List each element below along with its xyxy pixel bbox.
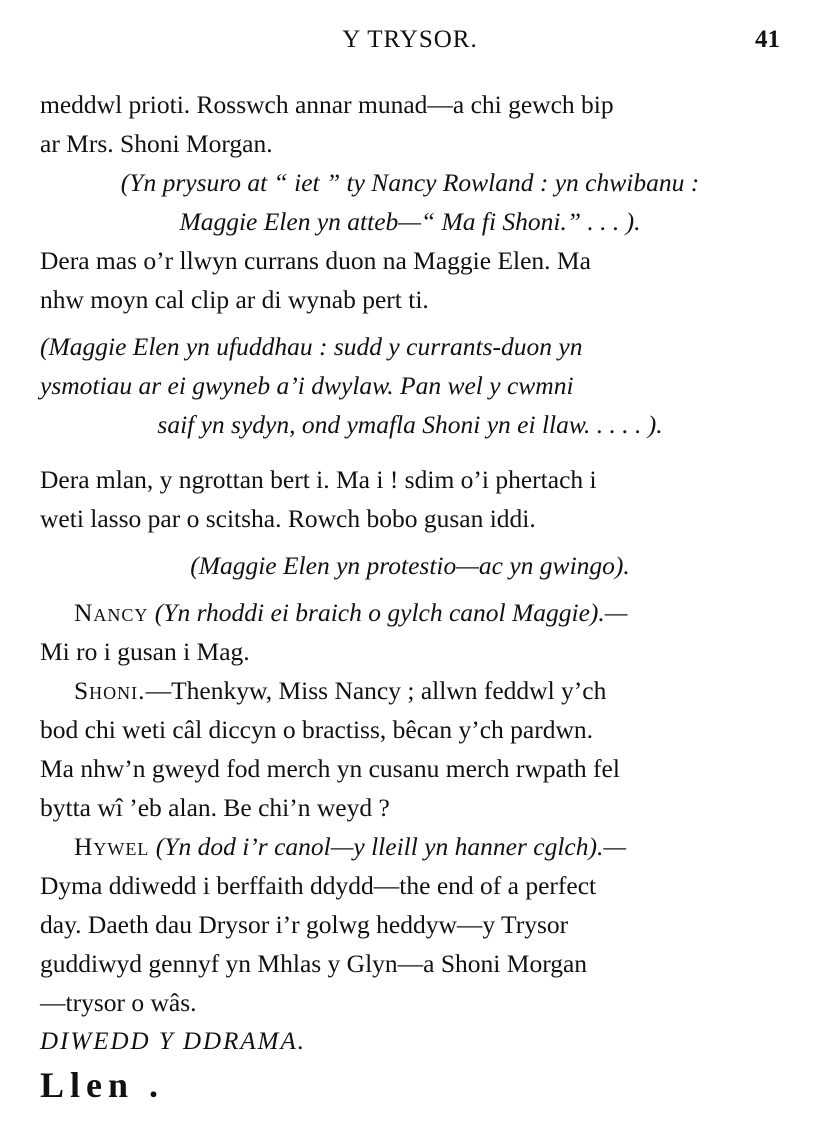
speaker-name: Hywel (74, 832, 150, 861)
text-line: Mi ro i gusan i Mag. (40, 637, 250, 666)
text-line: ar Mrs. Shoni Morgan. (40, 129, 273, 158)
stage-direction-line: (Yn prysuro at “ iet ” ty Nancy Rowland : yn chwibanu : (120, 168, 700, 197)
text-line: nhw moyn cal clip ar di wynab pert ti. (40, 285, 429, 314)
speech-line: Hywel (Yn dod i’r canol—y lleill yn hanner cglch).— (74, 832, 627, 861)
speaker-name: Nancy (74, 598, 149, 627)
page-number: 41 (755, 26, 780, 53)
speaker-name: Shoni. (74, 676, 146, 705)
text-line: Dera mlan, y ngrottan bert i. Ma i ! sdim o’i phertach i (40, 465, 597, 494)
text-line: weti lasso par o scitsha. Rowch bobo gusan iddi. (40, 504, 536, 533)
text-line: Dyma ddiwedd i berffaith ddydd—the end of a perfect (40, 871, 597, 900)
text-line: Dera mas o’r llwyn currans duon na Maggie Elen. Ma (40, 246, 591, 275)
text-line: day. Daeth dau Drysor i’r golwg heddyw—y Trysor (40, 910, 569, 939)
text-line: meddwl prioti. Rosswch annar munad—a chi gewch bip (40, 90, 614, 119)
stage-direction-line: (Maggie Elen yn protestio—ac yn gwingo). (190, 551, 630, 580)
page-body (40, 85, 780, 1109)
text-line: guddiwyd gennyf yn Mhlas y Glyn—a Shoni Morgan (40, 949, 588, 978)
text-line: bytta wî ’eb alan. Be chi’n weyd ? (40, 793, 390, 822)
running-title: Y TRYSOR. (342, 26, 478, 53)
stage-direction-line: Maggie Elen yn atteb—“ Ma fi Shoni.” . . . ). (179, 207, 641, 236)
speech-line: Nancy (Yn rhoddi ei braich o gylch canol Maggie).— (74, 598, 628, 627)
ending-line: DIWEDD Y DDRAMA. (40, 1028, 306, 1055)
author-signature: Llen . (40, 1065, 165, 1105)
text-line: bod chi weti câl diccyn o bractiss, bêcan y’ch pardwn. (40, 715, 594, 744)
stage-direction-line: saif yn sydyn, ond ymafla Shoni yn ei llaw. . . . . ). (157, 410, 663, 439)
stage-direction-line: ysmotiau ar ei gwyneb a’i dwylaw. Pan wel y cwmni (40, 371, 574, 400)
page-header (40, 26, 780, 60)
stage-direction-line: (Maggie Elen yn ufuddhau : sudd y currants-duon yn (40, 332, 583, 361)
text-line: —trysor o wâs. (40, 988, 197, 1017)
text-line: Ma nhw’n gweyd fod merch yn cusanu merch rwpath fel (40, 754, 620, 783)
speech-line: Shoni.—Thenkyw, Miss Nancy ; allwn feddwl y’ch (74, 676, 607, 705)
